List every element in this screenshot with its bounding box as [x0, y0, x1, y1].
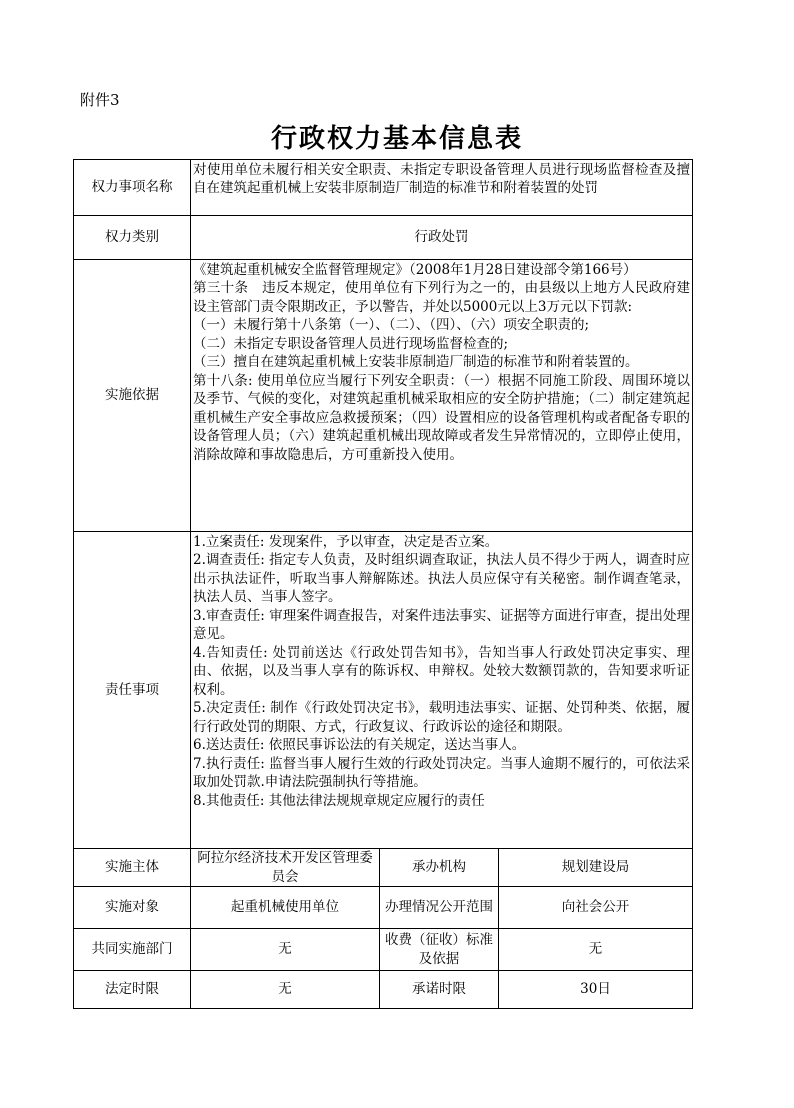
responsibility-cell	[191, 532, 693, 849]
basis-line: 第十八条: 使用单位应当履行下列安全职责：（一）根据不同施工阶段、周围环境以及季节、气候的变化，对建筑起重机械采取相应的安全防护措施；（二）制定建筑起重机械生产安全事故应急救援预案；（四）设置相应的设备管理机构或者配备专职的设备管理人员；（六）建筑起重机械出现故障或者发生异常情况的，立即停止使用，消除故障和事故隐患后，方可重新投入使用。	[193, 372, 691, 463]
basis-line: 《建筑起重机械安全监督管理规定》（2008年1月28日建设部令第166号）	[193, 261, 637, 278]
legal-limit-label: 法定时限	[74, 971, 191, 1009]
basis-line: （一）未履行第十八条第（一）、（二）、（四）、（六）项安全职责的;	[193, 317, 590, 333]
basis-cell	[191, 260, 693, 532]
info-table	[73, 159, 693, 1009]
joint-value: 无	[191, 929, 380, 971]
category-value: 行政处罚	[191, 216, 693, 260]
fee-value: 无	[499, 929, 693, 971]
row-basis	[74, 260, 693, 532]
item-name-value: 对使用单位未履行相关安全职责、未指定专职设备管理人员进行现场监督检查及擅自在建筑起重机械上安装非原制造厂制造的标准节和附着装置的处罚	[193, 161, 691, 196]
fee-label: 收费（征收）标准及依据	[380, 929, 499, 971]
page-title: 行政权力基本信息表	[270, 124, 523, 154]
responsibility-line: 7.执行责任: 监督当事人履行生效的行政处罚决定。当事人逾期不履行的，可依法采取加处罚款.申请法院强制执行等措施。	[193, 755, 691, 790]
responsibility-line: 3.审查责任: 审理案件调查报告，对案件违法事实、证据等方面进行审查，提出处理意见。	[193, 607, 691, 642]
promised-limit-label: 承诺时限	[380, 971, 499, 1009]
basis-text	[193, 261, 690, 531]
row-category	[74, 216, 693, 260]
responsibility-label: 责任事项	[74, 532, 191, 849]
joint-label: 共同实施部门	[74, 929, 191, 971]
disclosure-value: 向社会公开	[499, 887, 693, 929]
basis-line: 第三十条 违反本规定，使用单位有下列行为之一的，由县级以上地方人民政府建设主管部门责令限期改正，予以警告，并处以5000元以上3万元以下罚款:	[193, 280, 691, 315]
row-item-name	[74, 160, 693, 216]
responsibility-line: 2.调查责任: 指定专人负责，及时组织调查取证，执法人员不得少于两人，调查时应出示执法证件，听取当事人辩解陈述。执法人员应保守有关秘密。制作调查笔录，执法人员、当事人签字。	[193, 552, 691, 605]
agency-value: 规划建设局	[499, 849, 693, 887]
item-name-label: 权力事项名称	[74, 160, 191, 216]
category-label: 权力类别	[74, 216, 191, 260]
disclosure-label: 办理情况公开范围	[380, 887, 499, 929]
responsibility-line: 1.立案责任: 发现案件，予以审查，决定是否立案。	[193, 533, 499, 550]
promised-limit-value: 30日	[499, 971, 693, 1009]
row-limit	[74, 971, 693, 1009]
responsibility-text	[193, 533, 690, 848]
item-name-cell	[191, 160, 693, 216]
target-label: 实施对象	[74, 887, 191, 929]
legal-limit-value: 无	[191, 971, 380, 1009]
attachment-label: 附件3	[80, 91, 120, 109]
responsibility-line: 6.送达责任: 依照民事诉讼法的有关规定，送达当事人。	[193, 737, 526, 753]
row-joint	[74, 929, 693, 971]
agency-label: 承办机构	[380, 849, 499, 887]
subject-value: 阿拉尔经济技术开发区管理委员会	[191, 849, 380, 887]
responsibility-line: 8.其他责任: 其他法律法规规章规定应履行的责任	[193, 792, 485, 809]
responsibility-line: 4.告知责任: 处罚前送达《行政处罚告知书》，告知当事人行政处罚决定事实、理由、依据，以及当事人享有的陈诉权、申辩权。处较大数额罚款的，告知要求听证权利。	[193, 644, 691, 698]
target-value: 起重机械使用单位	[191, 887, 380, 929]
basis-line: （三）擅自在建筑起重机械上安装非原制造厂制造的标准节和附着装置的。	[193, 354, 639, 370]
row-responsibility	[74, 532, 693, 849]
row-subject	[74, 849, 693, 887]
responsibility-line: 5.决定责任: 制作《行政处罚决定书》，载明违法事实、证据、处罚种类、依据，履行行政处罚的期限、方式，行政复议、行政诉讼的途径和期限。	[193, 700, 691, 735]
basis-label: 实施依据	[74, 260, 191, 532]
basis-line: （二）未指定专职设备管理人员进行现场监督检查的;	[193, 335, 509, 352]
subject-label: 实施主体	[74, 849, 191, 887]
row-target	[74, 887, 693, 929]
